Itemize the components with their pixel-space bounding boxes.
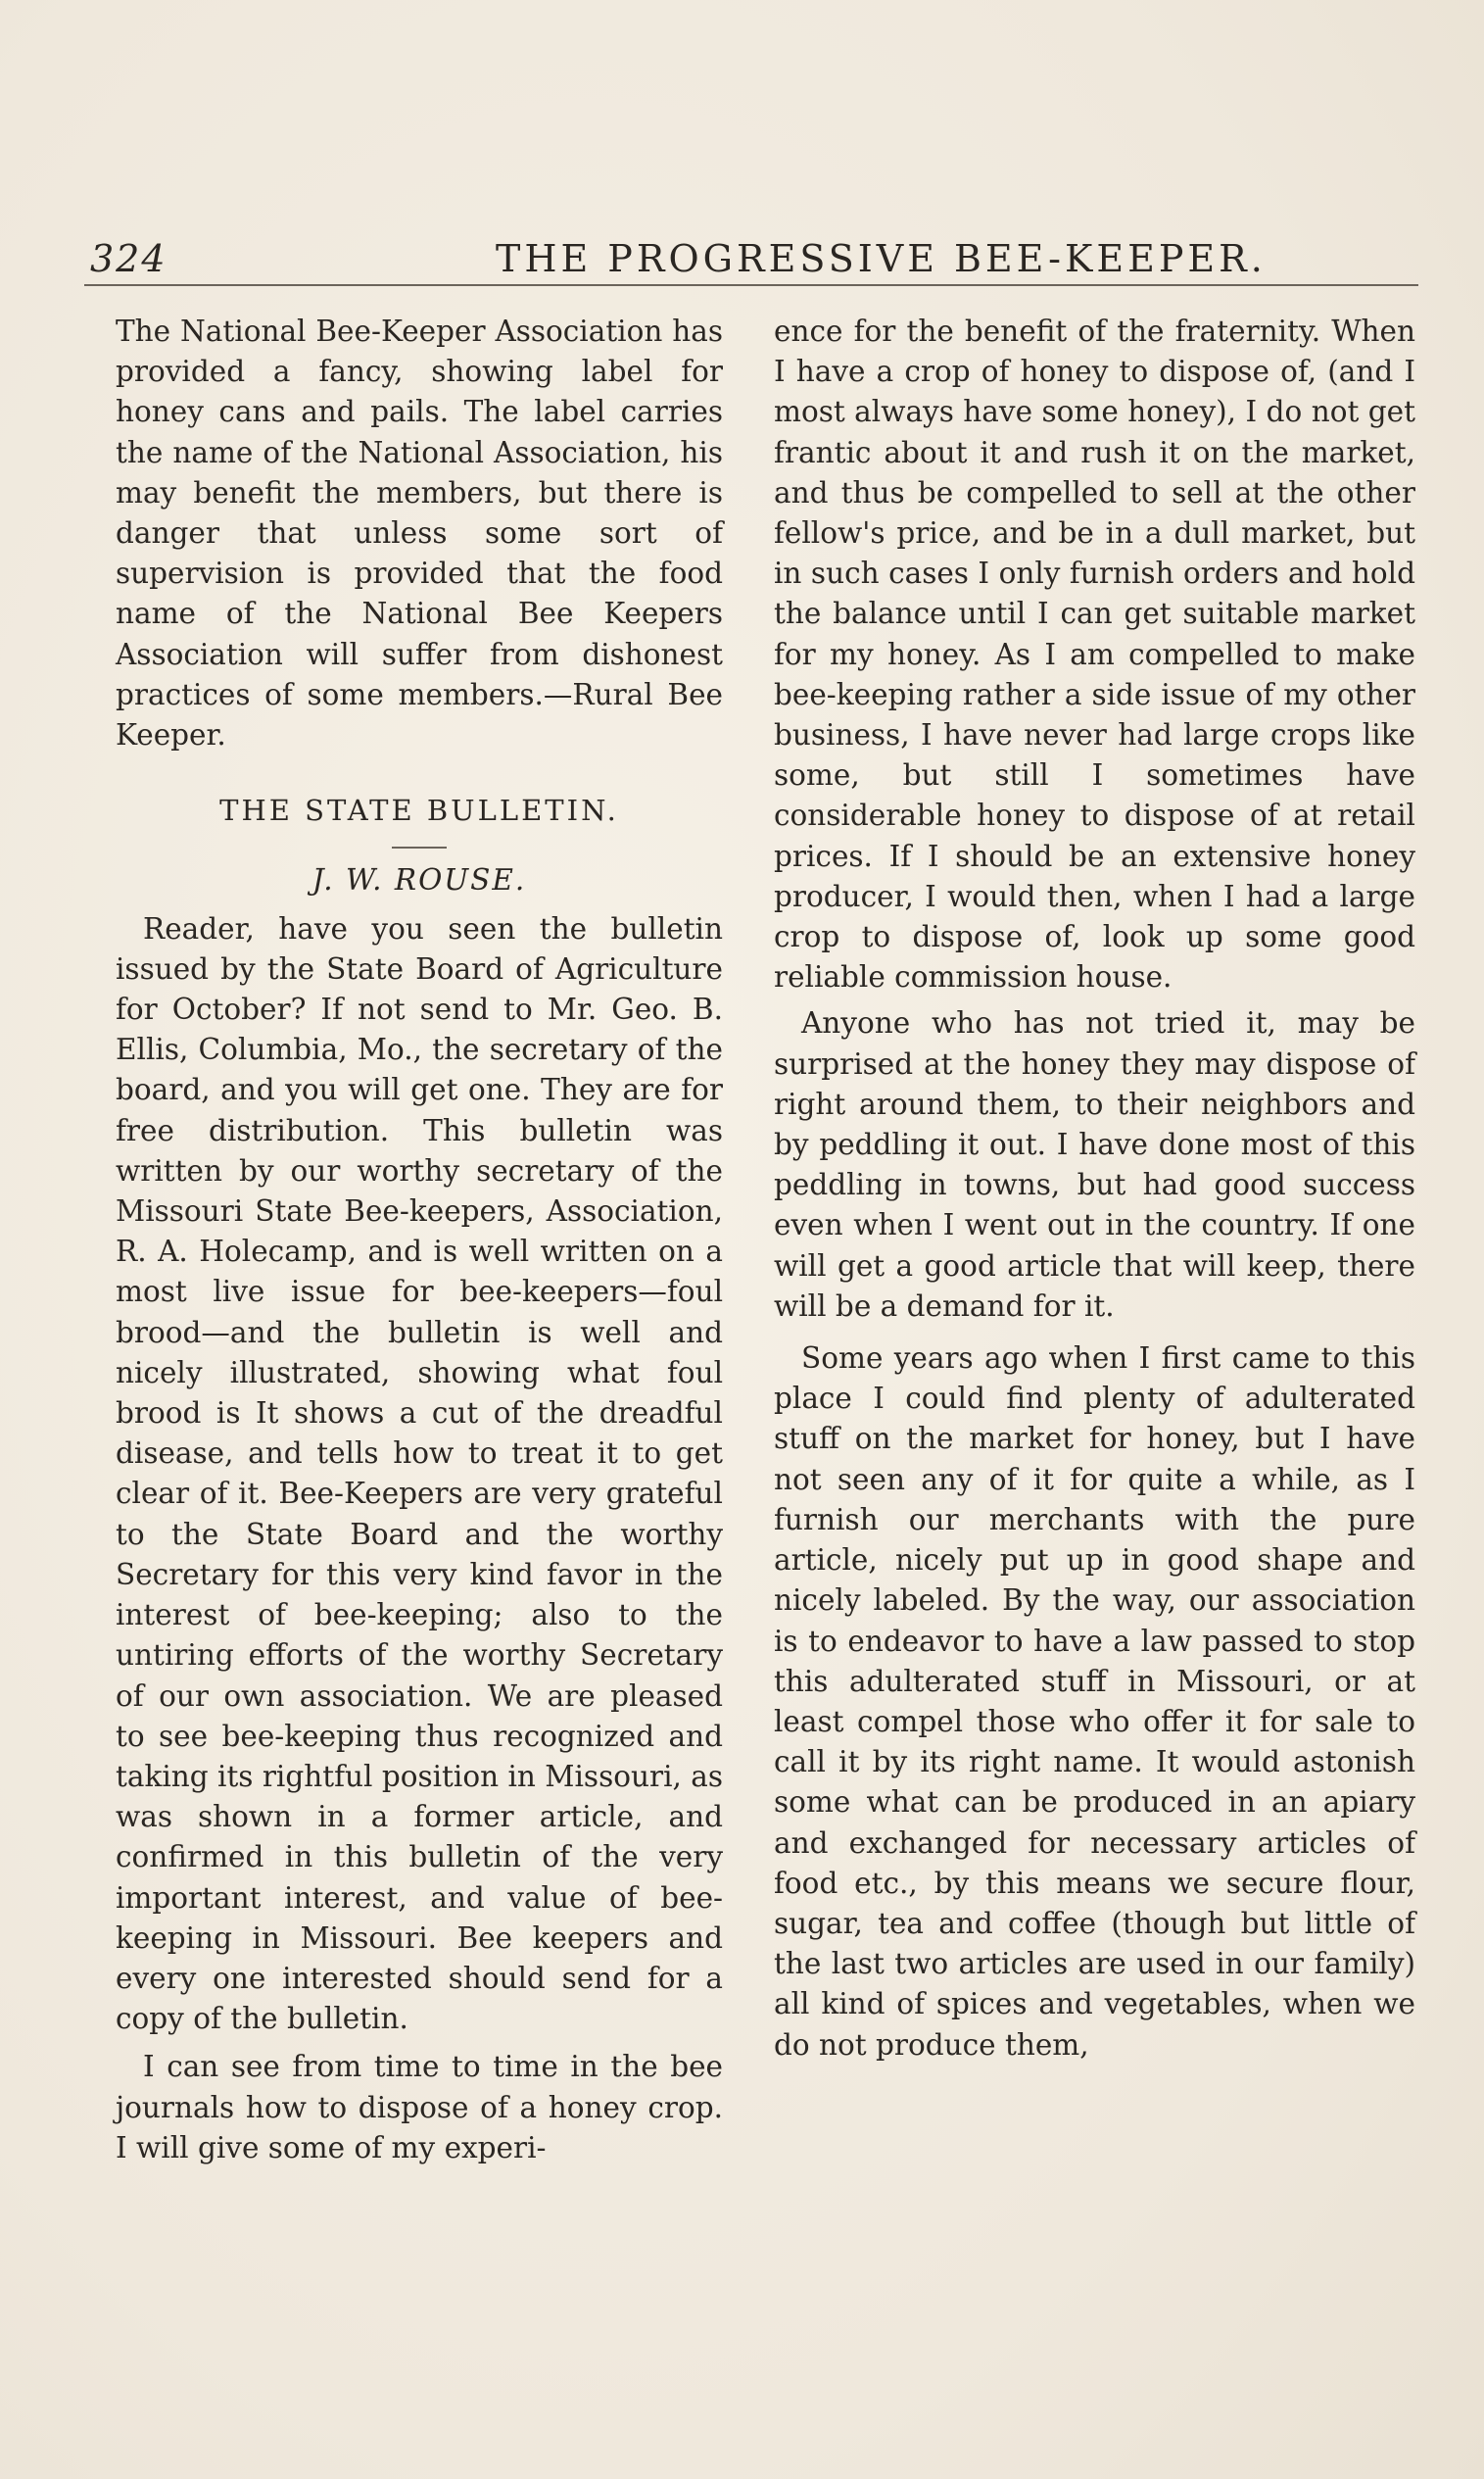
article-paragraph-4: Some years ago when I first came to this place I could find plenty of adulterated stuff on the market for honey, but I have not seen any of it for quite a while, as I furnish our merchants with the pure article, nicely put up in good shape and nicely labeled. By the way, our association is to endeavor to have a law passed to stop this adulterated stuff in Missouri, or at least compel those who offer it for sale to call it by its right name. It would astonish some what can be produced in an apiary and exchanged for necessary articles of food etc., by this means we secure flour, sugar, tea and coffee (though but little of the last two articles are used in our family) all kind of spices and vegetables, when we do not produce them, bbox=[774, 1341, 1415, 2062]
article-paragraph-2-cont: ence for the benefit of the fraternity. When I have a crop of honey to dispose of, (and I most always have some honey), I do not get frantic about it and rush it on the market, and thus be compelled to sell at the other fellow's price, and be in a dull market, but in such cases I only furnish orders and hold the balance until I can get suitable market for my honey. As I am compelled to make bee-keeping rather a side issue of my other business, I have never had large crops like some, but still I sometimes have considerable honey to dispose of at retail prices. If I should be an extensive honey producer, I would then, when I had a large crop to dispose of, look up some good reliable commission house. bbox=[774, 315, 1415, 995]
left-column bbox=[116, 312, 723, 2168]
article-paragraph-1: Reader, have you seen the bulletin issued by the State Board of Agriculture for October? If not send to Mr. Geo. B. Ellis, Columbia, Mo., the secretary of the board, and you will get one. They are for free distribution. This bulletin was written by our worthy secretary of the Missouri State Bee-keepers, Association, R. A. Holecamp, and is well written on a most live issue for bee-keepers—foul brood—and the bulletin is well and nicely illustrated, showing what foul brood is It shows a cut of the dreadful disease, and tells how to treat it to get clear of it. Bee-Keepers are very grateful to the State Board and the worthy Secretary for this very kind favor in the interest of bee-keeping; also to the untiring efforts of the worthy Secretary of our own association. We are pleased to see bee-keeping thus recognized and taking its rightful position in Missouri, as was shown in a former article, and confirmed in this bulletin of the very important interest, and value of bee-keeping in Missouri. Bee keepers and every one interested should send for a copy of the bulletin. bbox=[116, 911, 723, 2036]
heading-rule bbox=[392, 847, 447, 849]
page-number: 324 bbox=[90, 237, 168, 280]
right-column bbox=[774, 312, 1415, 2066]
running-title: THE PROGRESSIVE BEE-KEEPER. bbox=[496, 237, 1267, 280]
byline: J. W. ROUSE. bbox=[311, 863, 527, 898]
article-paragraph-2-start: I can see from time to time in the bee journals how to dispose of a honey crop. I will give some of my experi- bbox=[116, 2050, 723, 2164]
intro-paragraph: The National Bee-Keeper Association has provided a fancy, showing label for honey cans and pails. The label carries the name of the National Association, his may benefit the members, but there is danger that unless some sort of supervision is provided that the food name of the National Bee Keepers Association will suffer from dishonest practices of some members.—Rural Bee Keeper. bbox=[116, 315, 723, 753]
page-header bbox=[84, 227, 1418, 286]
section-heading: THE STATE BULLETIN. bbox=[219, 794, 619, 828]
header-rule bbox=[84, 284, 1418, 286]
article-paragraph-3: Anyone who has not tried it, may be surprised at the honey they may dispose of right around them, to their neighbors and by peddling it out. I have done most of this peddling in towns, but had good success even when I went out in the country. If one will get a good article that will keep, there will be a demand for it. bbox=[774, 1006, 1415, 1323]
